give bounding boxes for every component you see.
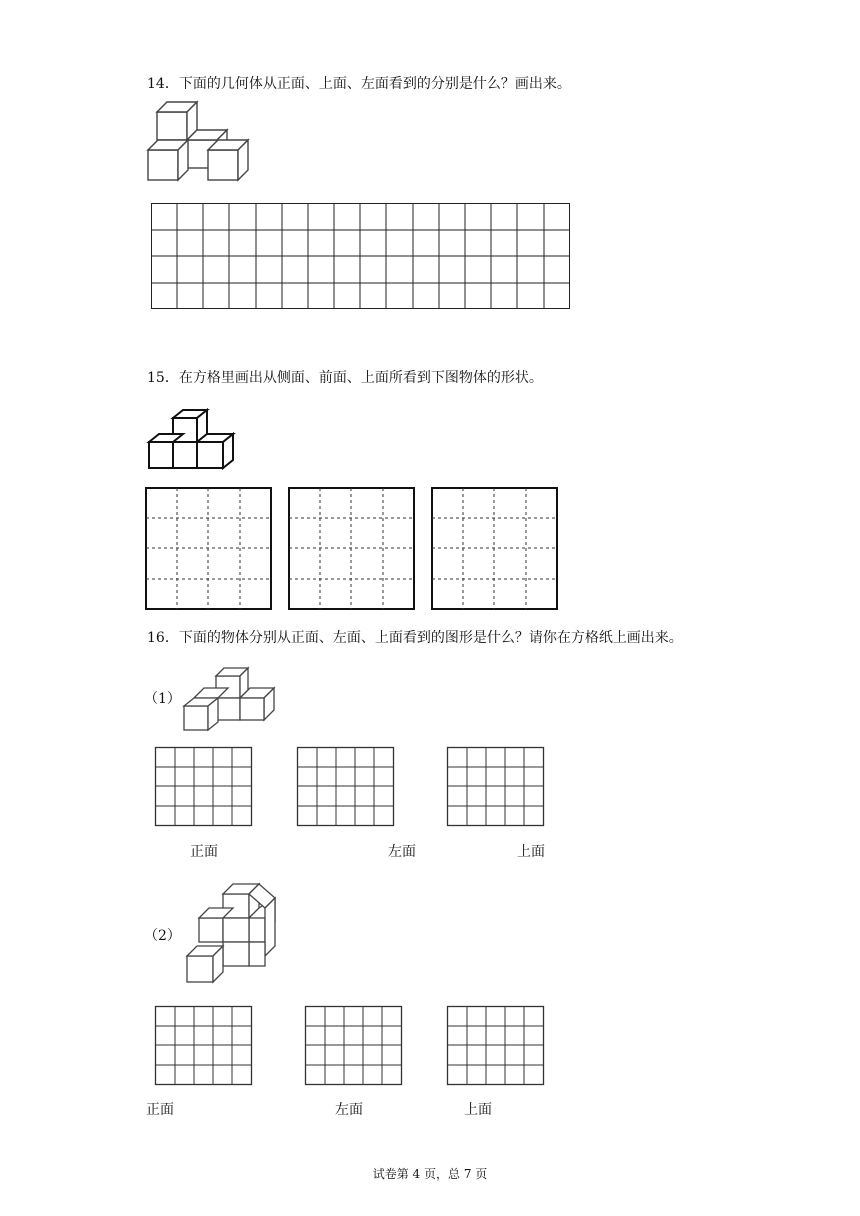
q15-cube-figure [146,408,246,472]
page-footer: 试卷第 4 页，总 7 页 [372,1167,488,1181]
q16-part2-grid-front [155,1006,253,1086]
part2-front-view-label: 正面 [146,1102,174,1118]
part1-top-view-label: 上面 [517,844,545,860]
part2-left-view-label: 左面 [335,1102,363,1118]
q16-part2-grid-left [305,1006,403,1086]
q16-part2-grid-top [447,1006,545,1086]
question-15-text: 15．在方格里画出从侧面、前面、上面所看到下图物体的形状。 [147,370,543,386]
q16-part1-cube-figure [180,662,290,734]
part1-left-view-label: 左面 [388,844,416,860]
part1-front-view-label: 正面 [190,844,218,860]
q16-part1-grid-left [297,747,395,827]
q15-grid-1 [145,487,273,611]
q14-cube-figure [140,96,270,188]
question-16-text: 16．下面的物体分别从正面、左面、上面看到的图形是什么？请你在方格纸上画出来。 [147,630,683,646]
q14-answer-grid [151,203,571,311]
part2-top-view-label: 上面 [464,1102,492,1118]
question-14-text: 14．下面的几何体从正面、上面、左面看到的分别是什么？画出来。 [147,76,571,92]
part-1-marker: （1） [144,691,181,707]
q15-grid-3 [431,487,559,611]
part-2-marker: （2） [144,928,181,944]
q16-part1-grid-top [447,747,545,827]
q16-part2-cube-figure [183,880,279,990]
q16-part1-grid-front [155,747,253,827]
q15-grid-2 [288,487,416,611]
